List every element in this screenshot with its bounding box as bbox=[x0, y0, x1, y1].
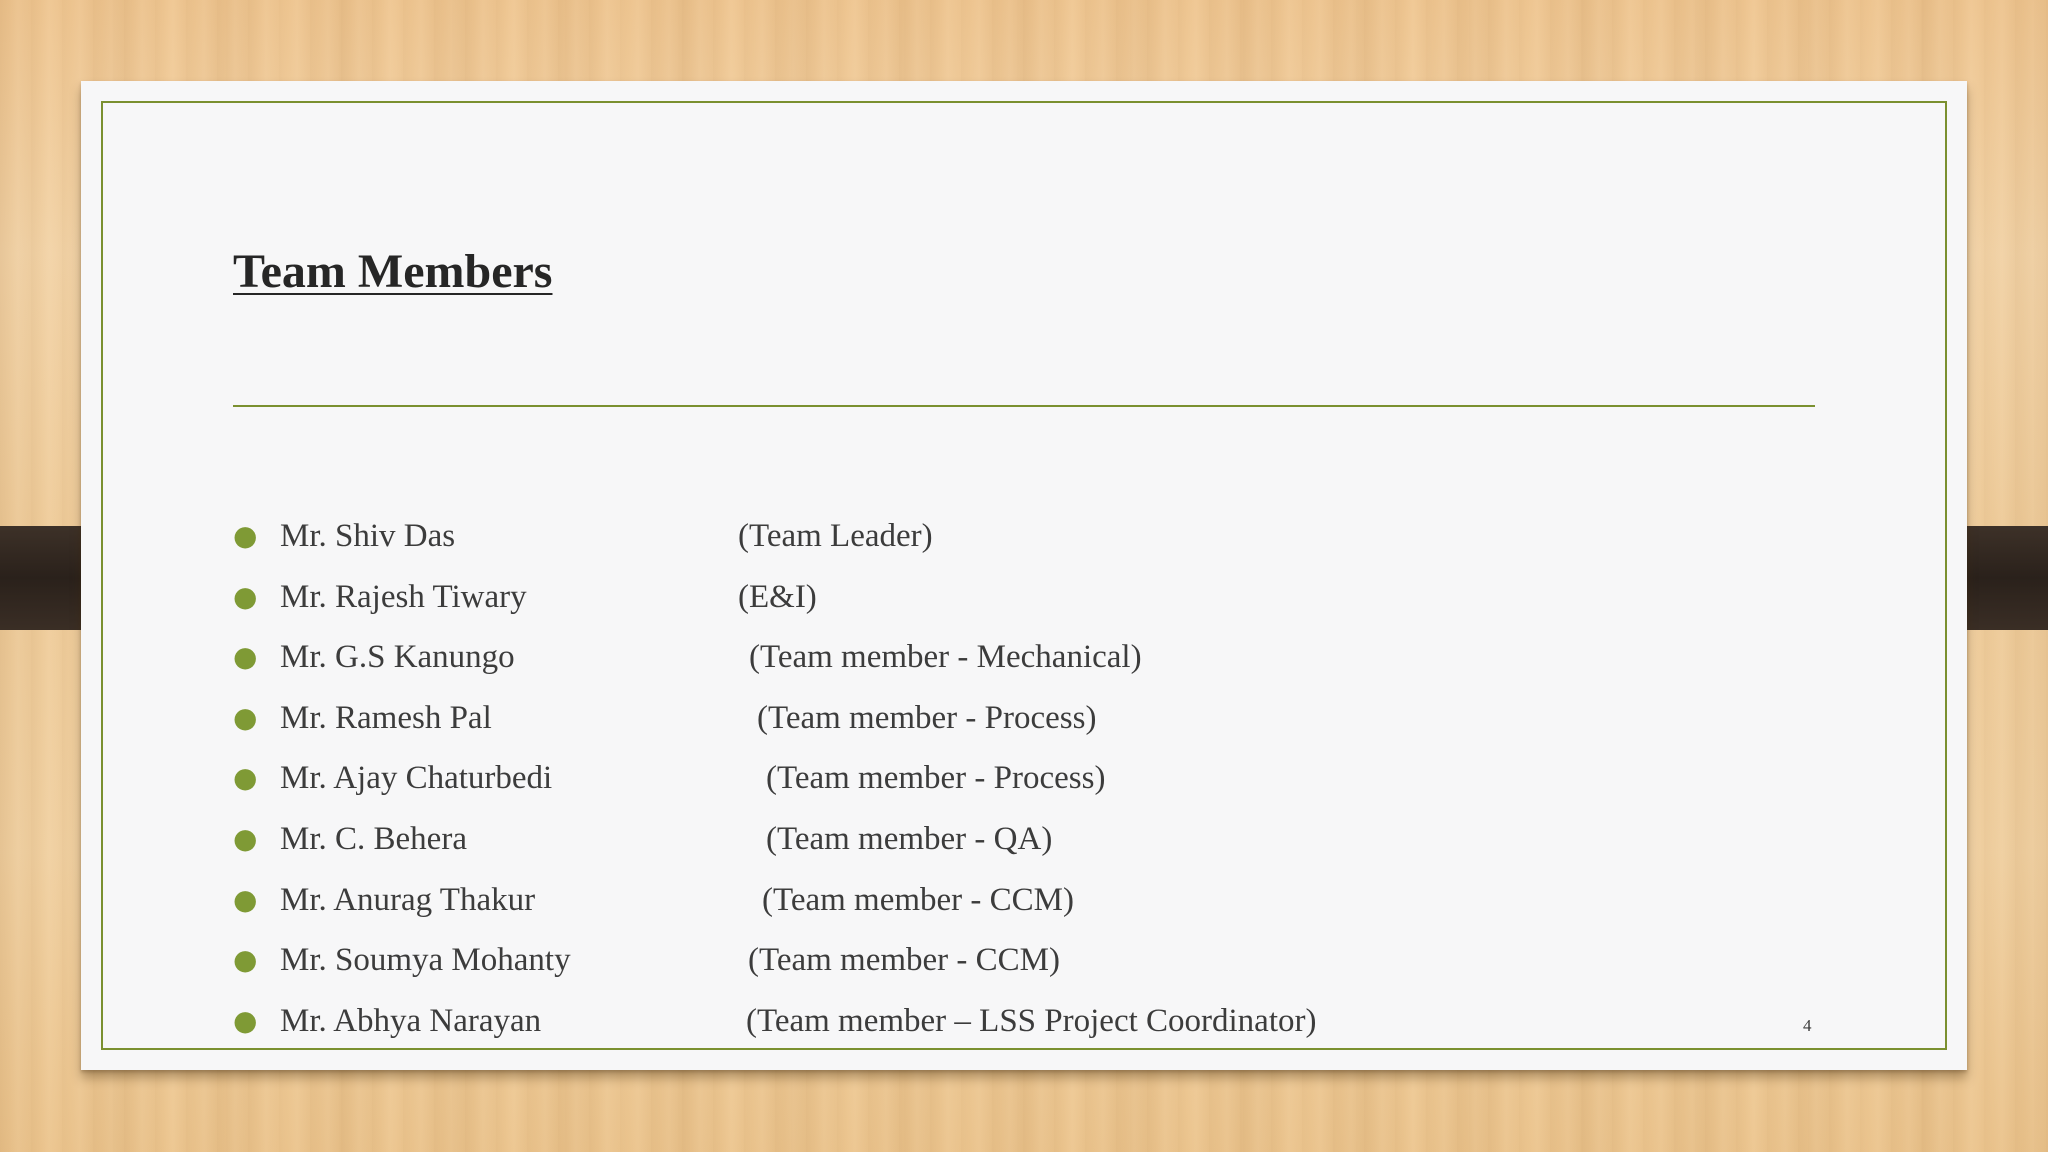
bullet-icon: ● bbox=[233, 882, 258, 916]
bullet-icon: ● bbox=[233, 1003, 258, 1037]
bullet-icon: ● bbox=[233, 579, 258, 613]
member-role: (Team member - Process) bbox=[757, 699, 1097, 736]
member-role: (E&I) bbox=[738, 578, 817, 615]
member-name: Mr. Ajay Chaturbedi bbox=[280, 760, 553, 797]
bullet-icon: ● bbox=[233, 943, 258, 977]
member-role: (Team member - CCM) bbox=[762, 881, 1075, 918]
slide-title: Team Members bbox=[233, 245, 553, 298]
member-name: Mr. Anurag Thakur bbox=[280, 881, 536, 918]
member-name: Mr. Rajesh Tiwary bbox=[280, 578, 527, 615]
member-role: (Team Leader) bbox=[738, 518, 933, 554]
member-name: Mr. Shiv Das bbox=[280, 518, 456, 554]
member-role: (Team member – LSS Project Coordinator) bbox=[746, 1002, 1317, 1039]
member-name: Mr. G.S Kanungo bbox=[280, 639, 515, 676]
bullet-icon: ● bbox=[233, 640, 258, 674]
member-name: Mr. Abhya Narayan bbox=[280, 1002, 542, 1039]
member-name: Mr. Ramesh Pal bbox=[280, 699, 492, 736]
slide bbox=[81, 81, 1967, 1070]
member-role: (Team member - Process) bbox=[766, 760, 1106, 797]
member-name: Mr. C. Behera bbox=[280, 820, 467, 857]
member-role: (Team member - Mechanical) bbox=[749, 639, 1142, 676]
member-name: Mr. Soumya Mohanty bbox=[280, 942, 571, 979]
bullet-icon: ● bbox=[233, 519, 258, 552]
page-number: 4 bbox=[1803, 1016, 1812, 1035]
title-divider bbox=[233, 405, 1815, 407]
bullet-icon: ● bbox=[233, 821, 258, 855]
bullet-icon: ● bbox=[233, 700, 258, 734]
member-role: (Team member - QA) bbox=[766, 820, 1053, 857]
bullet-icon: ● bbox=[233, 761, 258, 795]
member-role: (Team member - CCM) bbox=[748, 942, 1061, 979]
